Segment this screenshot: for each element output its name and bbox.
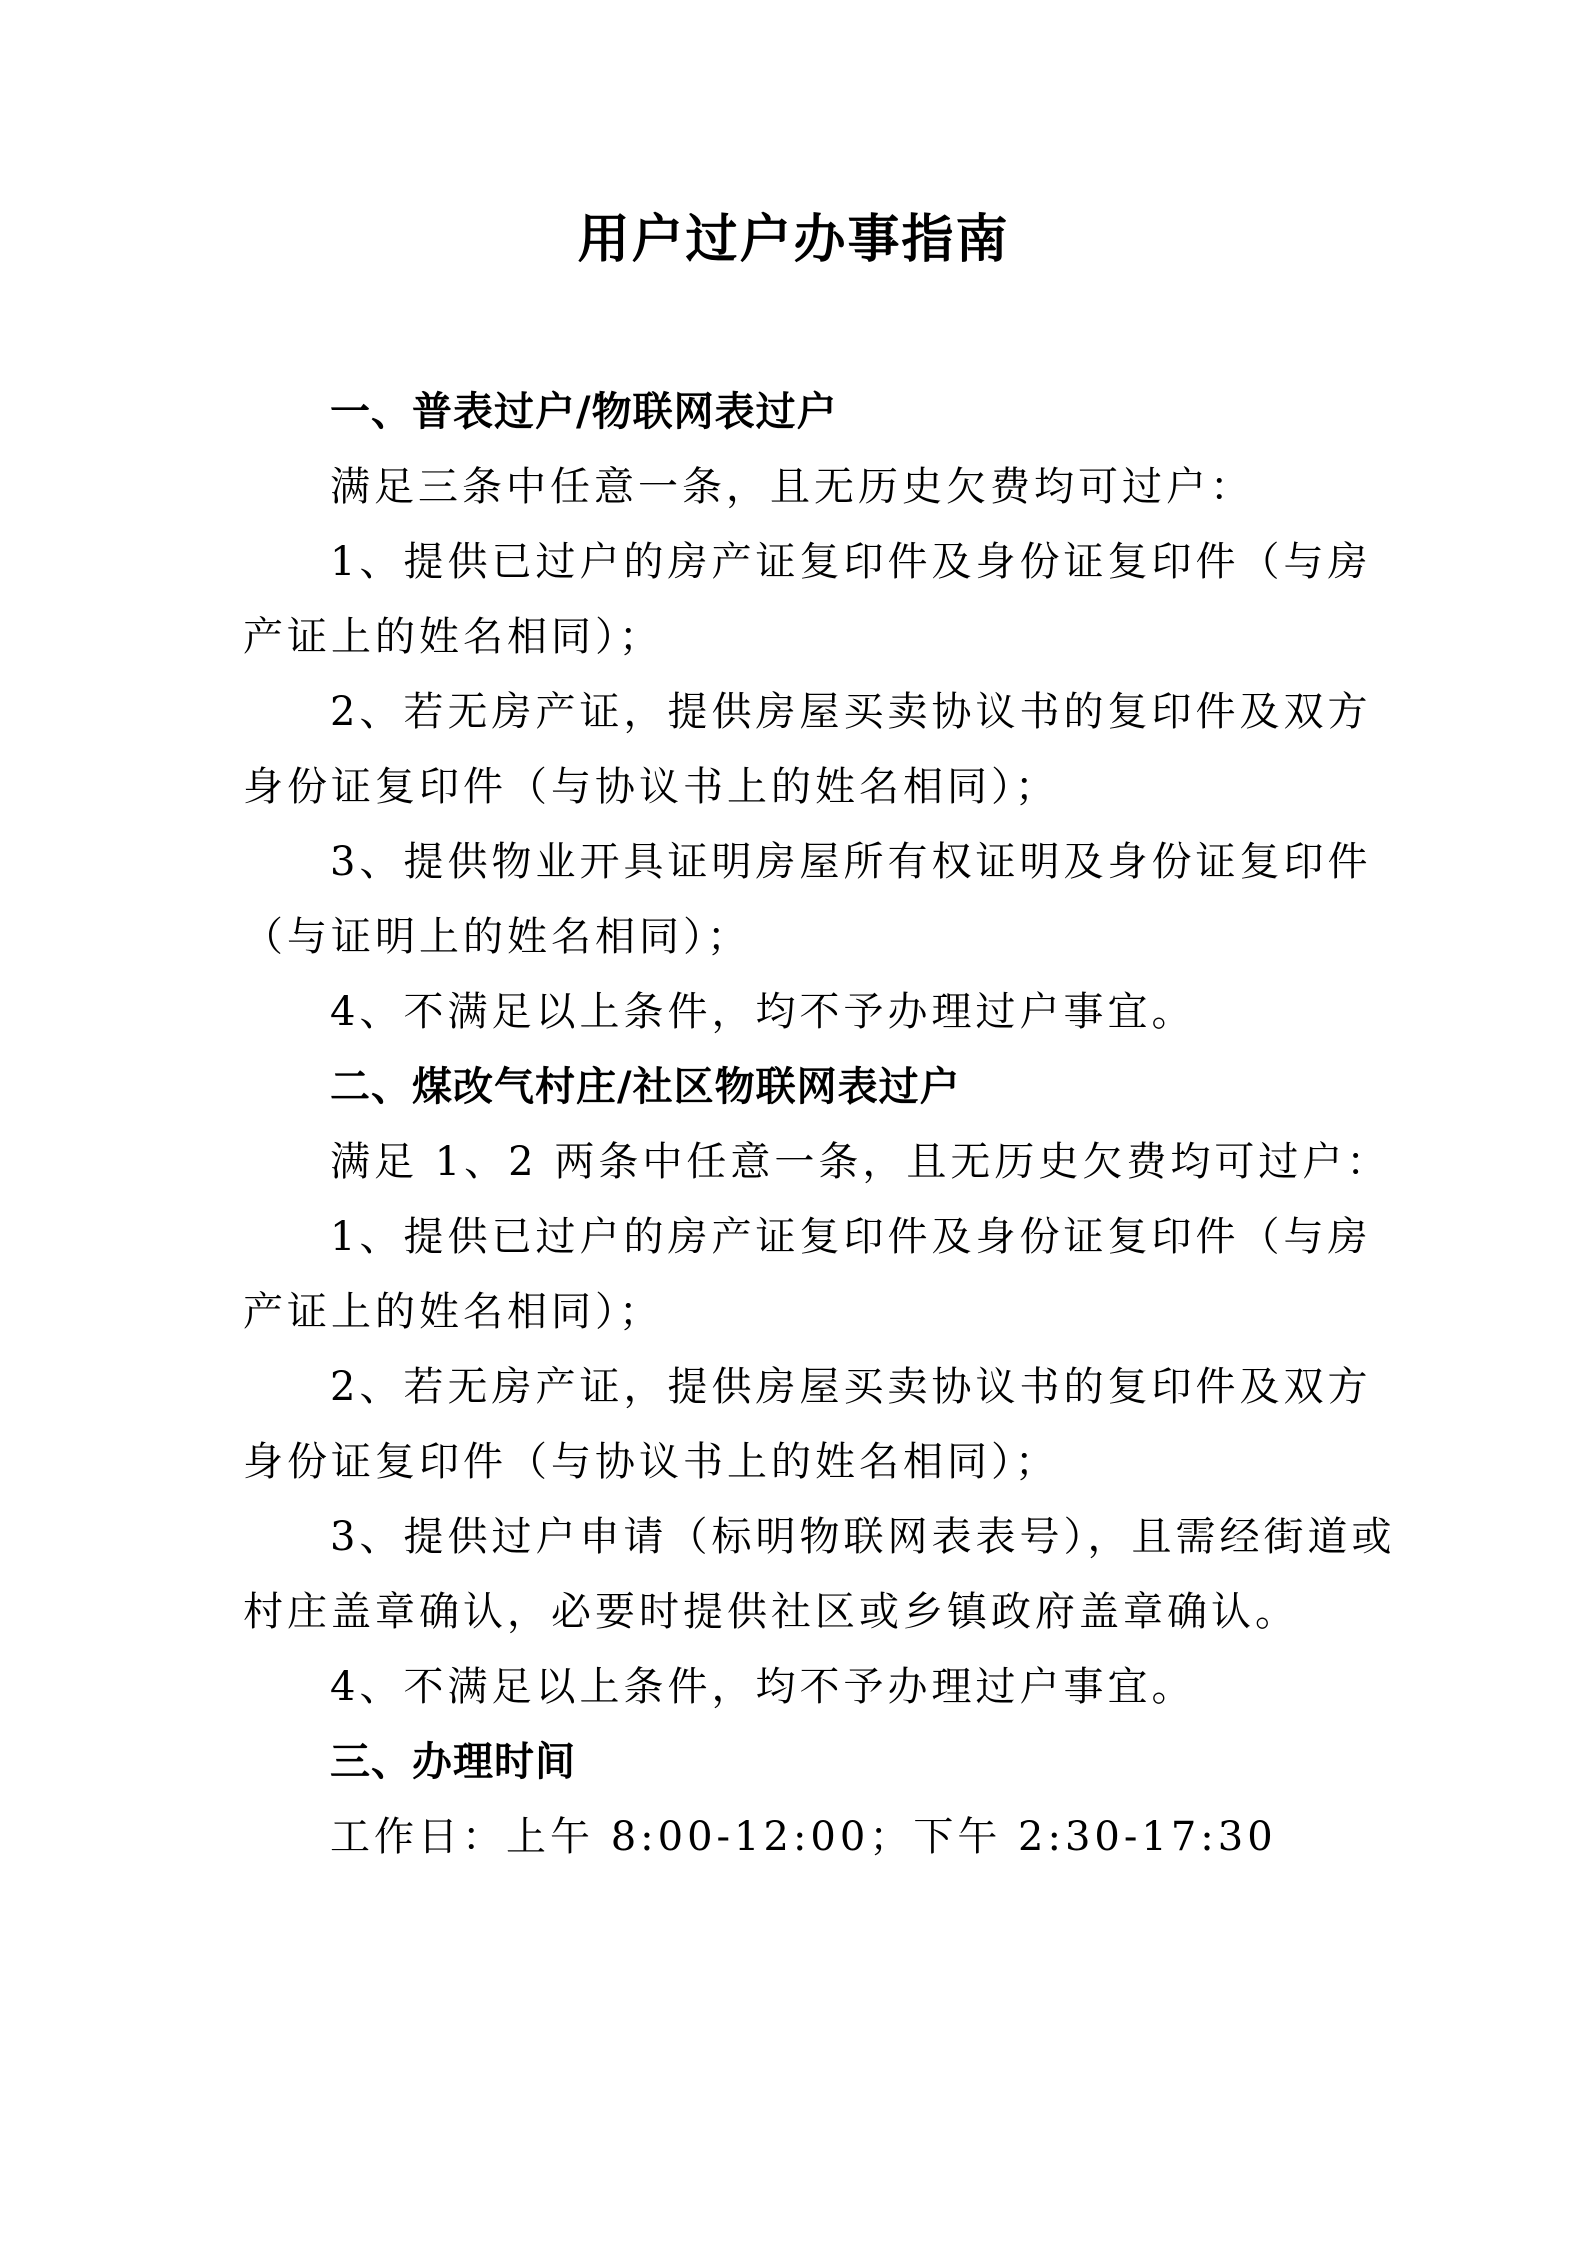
section2-item2-line1: 2、若无房产证，提供房屋买卖协议书的复印件及双方 [330, 1364, 1372, 1410]
section1-item3-line1: 3、提供物业开具证明房屋所有权证明及身份证复印件 [330, 839, 1372, 885]
section2-intro: 满足 1、2 两条中任意一条，且无历史欠费均可过户： [330, 1139, 1391, 1185]
section1-item4: 4、不满足以上条件，均不予办理过户事宜。 [330, 989, 1196, 1035]
section1-intro: 满足三条中任意一条，且无历史欠费均可过户： [330, 464, 1254, 510]
section-heading-3: 三、办理时间 [330, 1739, 576, 1785]
section1-item2-line1: 2、若无房产证，提供房屋买卖协议书的复印件及双方 [330, 689, 1372, 735]
section2-item4: 4、不满足以上条件，均不予办理过户事宜。 [330, 1664, 1196, 1710]
section2-item3-line1: 3、提供过户申请（标明物联网表表号），且需经街道或 [330, 1514, 1396, 1560]
section1-item1-line2: 产证上的姓名相同）； [243, 614, 663, 660]
section1-item1-line1: 1、提供已过户的房产证复印件及身份证复印件（与房 [330, 539, 1372, 585]
document-body [243, 375, 1396, 1875]
section2-item2-line2: 身份证复印件（与协议书上的姓名相同）； [243, 1439, 1059, 1485]
section2-item1-line1: 1、提供已过户的房产证复印件及身份证复印件（与房 [330, 1214, 1372, 1260]
document-title: 用户过户办事指南 [577, 210, 1010, 270]
section2-item3-line2: 村庄盖章确认，必要时提供社区或乡镇政府盖章确认。 [243, 1589, 1299, 1635]
section1-item3-line2: （与证明上的姓名相同）； [243, 914, 751, 960]
section-heading-1: 一、普表过户/物联网表过户 [330, 389, 838, 435]
section2-item1-line2: 产证上的姓名相同）； [243, 1289, 663, 1335]
section1-item2-line2: 身份证复印件（与协议书上的姓名相同）； [243, 764, 1059, 810]
section3-hours: 工作日：上午 8:00-12:00；下午 2:30-17:30 [330, 1814, 1277, 1860]
section-heading-2: 二、煤改气村庄/社区物联网表过户 [330, 1064, 961, 1110]
